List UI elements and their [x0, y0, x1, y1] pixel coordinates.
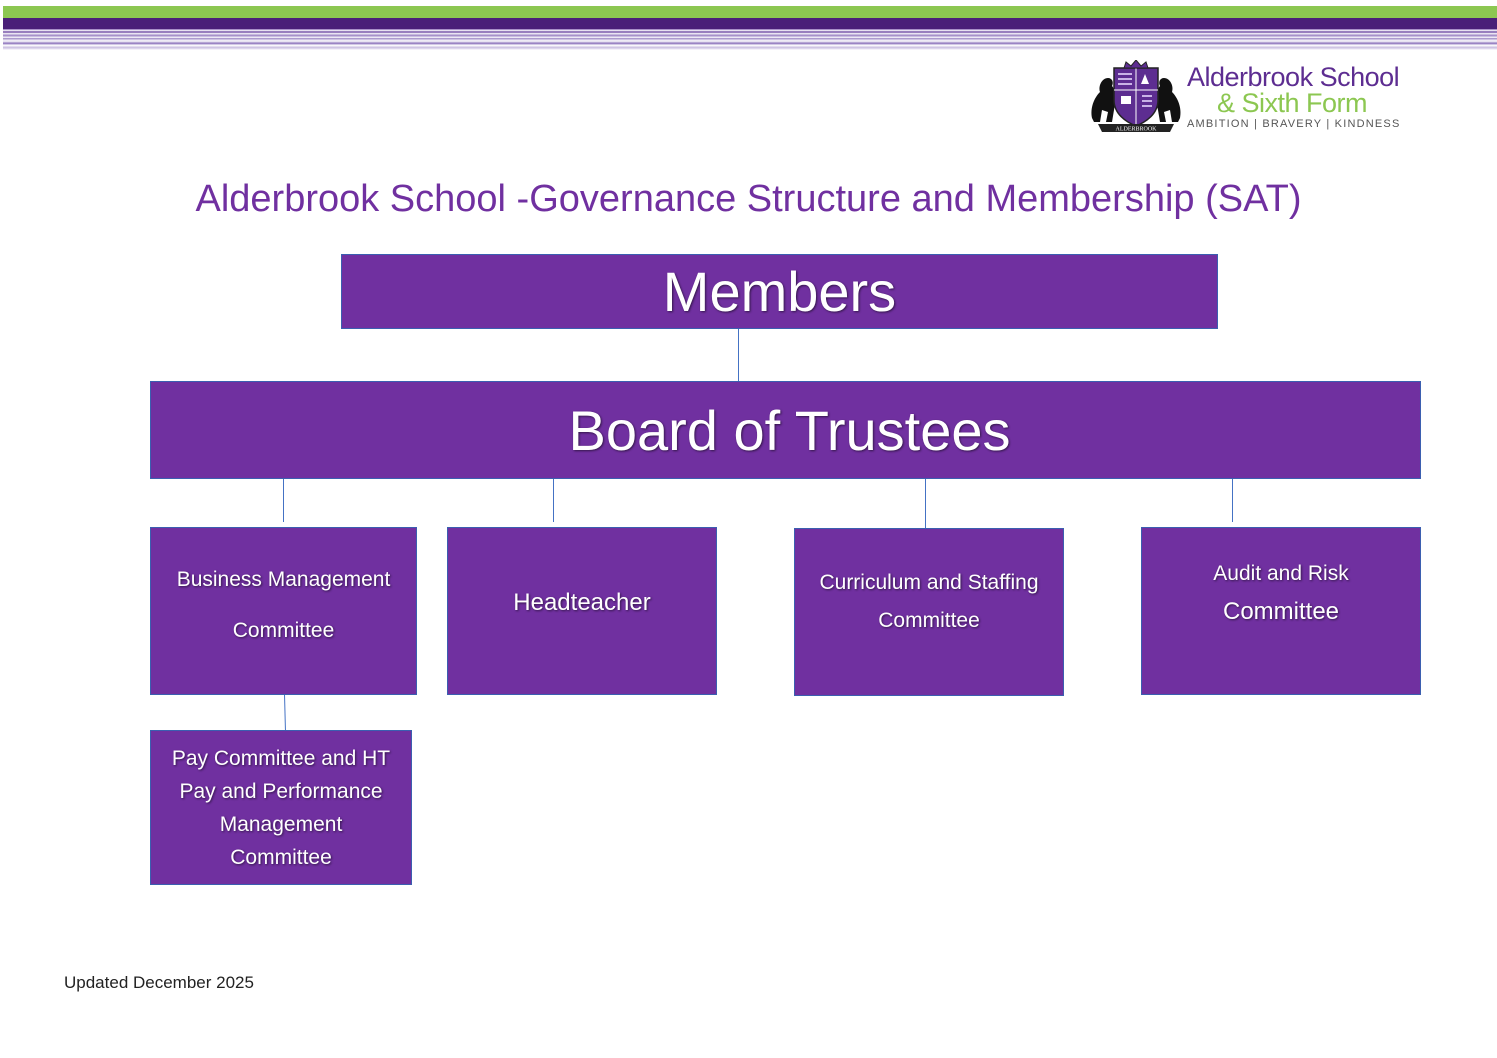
connector-board-headteacher — [553, 478, 554, 522]
connector-business-pay — [284, 694, 286, 731]
logo-school-name: Alderbrook School — [1187, 62, 1400, 92]
audit-risk-label-line1: Audit and Risk — [1213, 562, 1349, 585]
board-of-trustees-box — [150, 381, 1421, 479]
audit-risk-label-line2: Committee — [1222, 598, 1340, 625]
crest-banner-text: ALDERBROOK — [1115, 126, 1157, 133]
connector-board-business — [283, 478, 284, 522]
business-management-committee-box — [150, 527, 417, 695]
connector-members-board — [738, 328, 739, 382]
pay-committee-label-line4: Committee — [230, 845, 332, 869]
connector-board-curriculum — [925, 478, 926, 528]
business-management-label-line1: Business Management — [176, 568, 391, 591]
members-box — [341, 254, 1218, 329]
header-band-purple — [3, 18, 1497, 38]
pay-committee-label-line1: Pay Committee and HT — [171, 746, 391, 770]
curriculum-staffing-committee-box — [794, 528, 1064, 696]
school-logo — [1088, 60, 1418, 136]
connector-board-audit — [1232, 478, 1233, 522]
pay-committee-label-line2: Pay and Performance — [179, 779, 383, 803]
members-label: Members — [662, 260, 897, 323]
pay-committee-box — [150, 730, 412, 885]
logo-motto: AMBITION | BRAVERY | KINDNESS — [1187, 118, 1401, 130]
headteacher-box — [447, 527, 717, 695]
curriculum-staffing-label-line1: Curriculum and Staffing — [819, 571, 1039, 594]
school-crest-icon — [1088, 60, 1184, 136]
board-of-trustees-label: Board of Trustees — [568, 398, 1011, 462]
header-band-lines — [3, 38, 1497, 50]
pay-committee-label-line3: Management — [219, 812, 343, 836]
curriculum-staffing-label-line2: Committee — [878, 609, 980, 632]
updated-date: Updated December 2025 — [64, 973, 254, 992]
audit-risk-committee-box — [1141, 527, 1421, 695]
logo-sixth-form: & Sixth Form — [1217, 88, 1368, 118]
header-band-green — [3, 6, 1497, 18]
page-title: Alderbrook School -Governance Structure and Membership (SAT) — [195, 178, 1302, 220]
headteacher-label: Headteacher — [513, 589, 651, 616]
business-management-label-line2: Committee — [232, 619, 335, 642]
